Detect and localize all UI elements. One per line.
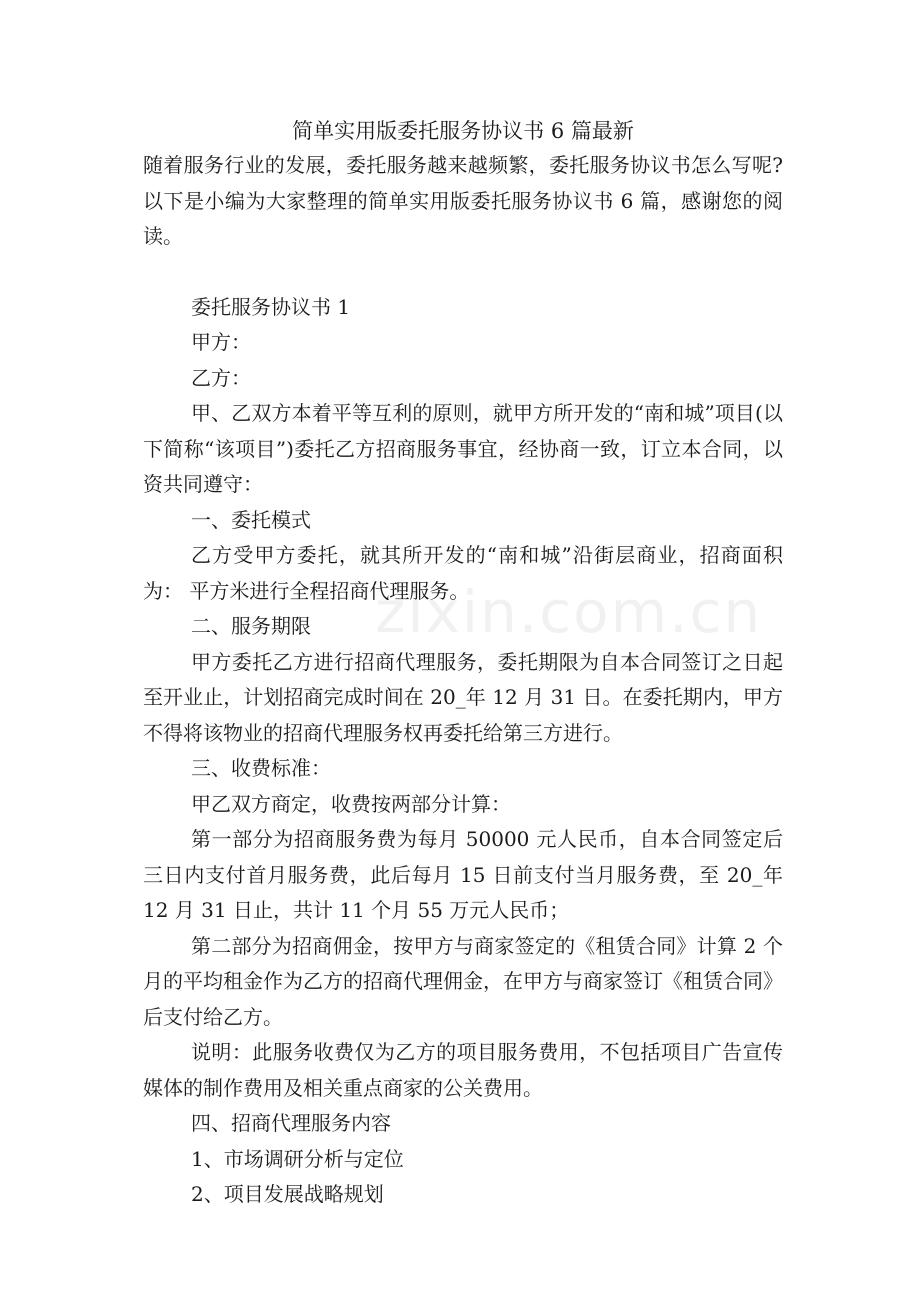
clause-heading: 四、招商代理服务内容	[191, 1111, 391, 1135]
paragraph: 甲乙双方商定，收费按两部分计算：	[191, 791, 511, 816]
document-body	[143, 114, 783, 1213]
list-item: 2、项目发展战略规划	[191, 1182, 384, 1206]
paragraph: 第一部分为招商服务费为每月 50000 元人民币，自本合同签定后三日内支付首月服务费，此后每月 15 日前支付当月服务费，至 20_年 12 月 31 日止，共计 11 个月 55 万元人民币；	[143, 827, 783, 922]
intro-paragraph: 随着服务行业的发展，委托服务越来越频繁，委托服务协议书怎么写呢?以下是小编为大家整理的简单实用版委托服务协议书 6 篇，感谢您的阅读。	[143, 153, 783, 248]
document-title: 简单实用版委托服务协议书 6 篇最新	[292, 119, 634, 143]
watermark: zixin.com.cn	[375, 578, 763, 646]
paragraph: 说明：此服务收费仅为乙方的项目服务费用，不包括项目广告宣传媒体的制作费用及相关重点商家的公关费用。	[143, 1040, 783, 1100]
paragraph: 甲方委托乙方进行招商代理服务，委托期限为自本合同签订之日起至开业止，计划招商完成时间在 20_年 12 月 31 日。在委托期内，甲方不得将该物业的招商代理服务权再委托给第三方进行。	[143, 649, 783, 745]
clause-heading: 二、服务期限	[191, 614, 311, 638]
list-item: 1、市场调研分析与定位	[191, 1146, 404, 1171]
clause-heading: 三、收费标准：	[191, 756, 331, 780]
clause-heading: 一、委托模式	[191, 507, 311, 532]
paragraph: 第二部分为招商佣金，按甲方与商家签定的《租赁合同》计算 2 个月的平均租金作为乙方的招商代理佣金，在甲方与商家签订《租赁合同》后支付给乙方。	[143, 933, 783, 1029]
paragraph: 乙方受甲方委托，就其所开发的“南和城”沿街层商业，招商面积为： 平方米进行全程招商代理服务。	[143, 543, 783, 603]
party-b-line: 乙方：	[191, 365, 251, 390]
paragraph: 甲、乙双方本着平等互利的原则，就甲方所开发的“南和城”项目(以下简称“该项目”)委托乙方招商服务事宜，经协商一致，订立本合同，以资共同遵守：	[143, 401, 783, 496]
party-a-line: 甲方：	[191, 330, 251, 354]
section-heading-agreement-1: 委托服务协议书 1	[191, 294, 351, 319]
